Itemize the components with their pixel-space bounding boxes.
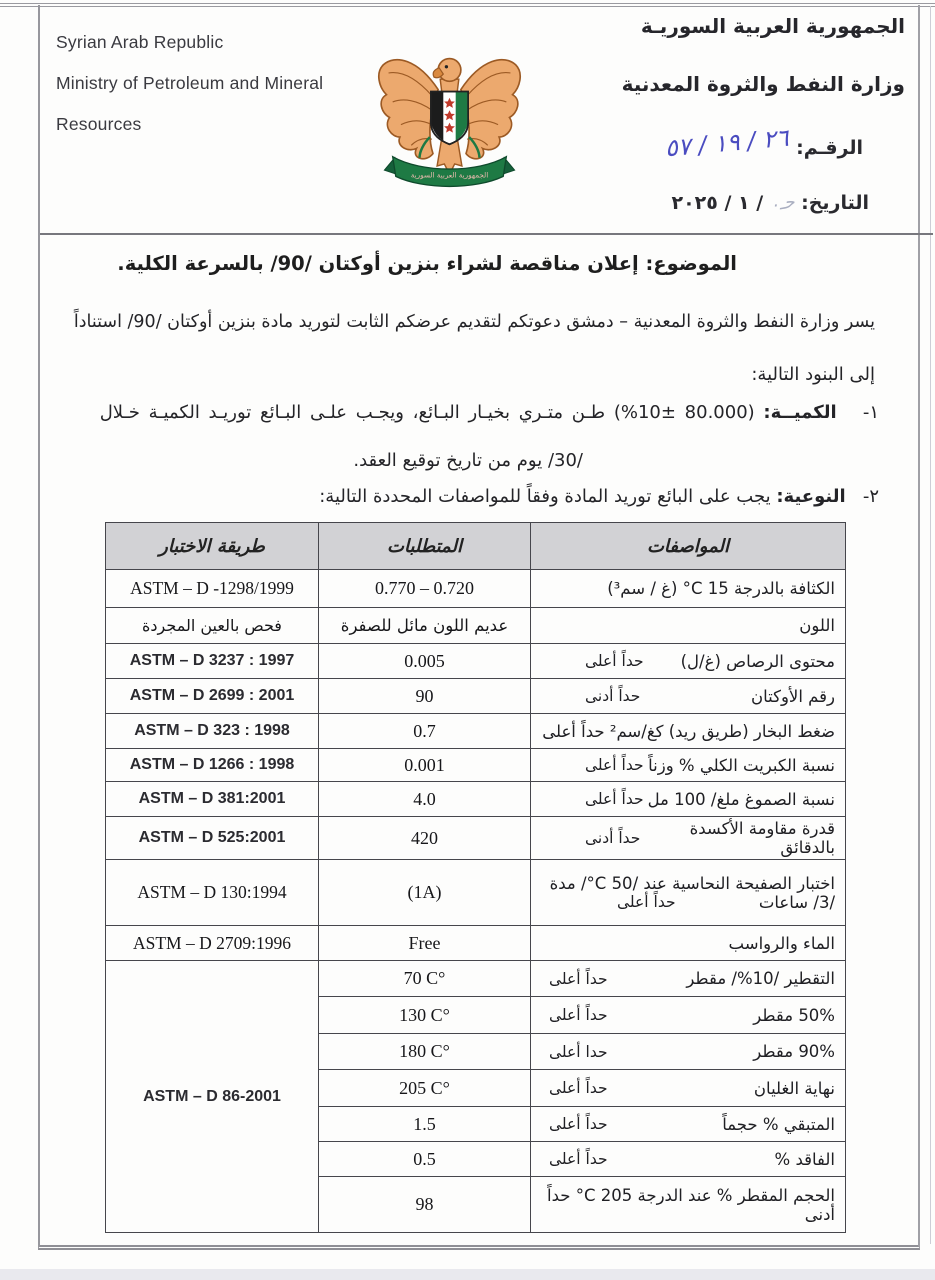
english-line-1: Syrian Arab Republic [56, 32, 224, 52]
spec-cell [531, 926, 846, 961]
limit-label: حداً أعلى [549, 969, 608, 988]
spec-name: نسبة الصموغ ملغ/ 100 مل [647, 789, 835, 809]
limit-label: حداً أعلى [549, 1079, 608, 1097]
item-1-line-2: /30/ يوم من تاريخ توقيع العقد. [353, 450, 583, 471]
scan-bottom-strip [0, 1269, 935, 1280]
item-2-label: النوعية: [776, 486, 846, 507]
header-divider-line [40, 233, 933, 235]
requirement-cell: 205 C° [319, 1070, 531, 1107]
table-row [106, 782, 846, 817]
requirement-cell: 4.0 [319, 782, 531, 817]
spec-name: الحجم المقطر % عند الدرجة 205 C° حداً أدنى [547, 1185, 835, 1224]
test-method-cell: فحص بالعين المجردة [106, 608, 319, 644]
arabic-republic-title: الجمهورية العربية السوريـة [640, 14, 905, 38]
date-label: التاريخ: [801, 192, 869, 214]
spec-cell [531, 679, 846, 714]
arabic-ministry-title: وزارة النفط والثروة المعدنية [621, 72, 905, 96]
scroll-text: الجمهورية العربية السورية [410, 170, 489, 180]
requirement-cell: عديم اللون مائل للصفرة [319, 608, 531, 644]
limit-label: حداً أدنى [585, 829, 641, 847]
limit-label: حداً أعلى [617, 893, 676, 911]
requirement-cell: 420 [319, 817, 531, 860]
spec-name: المتبقي % حجماً [722, 1114, 835, 1134]
intro-line-1: يسر وزارة النفط والثروة المعدنية – دمشق دعوتكم لتقديم عرضكم الثابت لتوريد مادة بنزين أوكتان /90/ استناداً [73, 312, 875, 332]
table-row [106, 608, 846, 644]
limit-label: حداً أعلى [585, 790, 644, 808]
table-row [106, 644, 846, 679]
spec-name: الكثافة بالدرجة 15 C° (غ / سم³) [607, 579, 835, 598]
spec-cell [531, 1034, 846, 1070]
date-day-handwritten: حـ٠ [768, 192, 797, 216]
spec-cell [531, 1142, 846, 1177]
spec-cell [531, 1177, 846, 1233]
requirement-cell: 0.5 [319, 1142, 531, 1177]
requirement-cell: 1.5 [319, 1107, 531, 1142]
eagle-eye [445, 65, 448, 68]
scan-edge-line [930, 6, 931, 1244]
requirement-cell: 0.7 [319, 714, 531, 749]
requirement-cell: 130 C° [319, 997, 531, 1034]
english-header-block [56, 22, 323, 145]
requirement-cell: 90 [319, 679, 531, 714]
specifications-table [105, 522, 846, 1233]
spec-cell [531, 644, 846, 679]
eagle-right-wing [461, 60, 520, 159]
requirement-cell: 98 [319, 1177, 531, 1233]
eagle-tail [437, 141, 462, 170]
english-line-3: Resources [56, 114, 142, 134]
spec-name: الماء والرواسب [728, 933, 835, 953]
spec-cell [531, 1070, 846, 1107]
spec-cell [531, 714, 846, 749]
spec-cell [531, 817, 846, 860]
col-header-requirements: المتطلبات [319, 523, 531, 570]
requirement-cell: 180 C° [319, 1034, 531, 1070]
spec-name: اختبار الصفيحة النحاسية عند /50 C°/ مدة [549, 873, 835, 893]
item-2-number: ٢- [862, 486, 879, 507]
eagle-head [438, 59, 461, 82]
number-value-handwritten: ٢٦ / ١٩ / ٥٧ [664, 123, 791, 163]
test-method-cell: ASTM – D 86-2001 [106, 961, 319, 1233]
item-2-line [319, 486, 879, 507]
requirement-cell: 70 C° [319, 961, 531, 997]
spec-cell [531, 997, 846, 1034]
spec-name: ضغط البخار (طريق ريد) كغ/سم² حداً أعلى [542, 721, 835, 741]
table-row [106, 749, 846, 782]
english-line-2: Ministry of Petroleum and Mineral [56, 73, 324, 93]
table-row [106, 679, 846, 714]
chest-shield [431, 92, 468, 145]
subject-line: الموضوع: إعلان مناقصة لشراء بنزين أوكتان /90/ بالسرعة الكلية. [117, 252, 737, 275]
table-row [106, 961, 846, 997]
limit-label: حداً أعلى [549, 1115, 608, 1133]
spec-name: قدرة مقاومة الأكسدة بالدقائق [689, 819, 835, 857]
item-1-line-1 [100, 402, 879, 423]
limit-label: حداً أعلى [549, 1150, 608, 1168]
spec-name: التقطير /10%/ مقطر [686, 969, 835, 988]
requirement-cell: Free [319, 926, 531, 961]
test-method-cell: ASTM – D 525:2001 [106, 817, 319, 860]
table-row [106, 860, 846, 926]
table-row [106, 926, 846, 961]
limit-label: حداً أعلى [585, 756, 644, 774]
table-row [106, 817, 846, 860]
document-date-line [671, 192, 869, 214]
test-method-cell: ASTM – D 2709:1996 [106, 926, 319, 961]
syria-eagle-emblem [372, 42, 527, 197]
test-method-cell: ASTM – D 381:2001 [106, 782, 319, 817]
spec-cell [531, 608, 846, 644]
spec-cell [531, 570, 846, 608]
limit-label: حداً أعلى [585, 652, 644, 670]
limit-label: حداً أدنى [585, 687, 641, 705]
test-method-cell: ASTM – D 2699 : 2001 [106, 679, 319, 714]
spec-name: نهاية الغليان [753, 1078, 835, 1098]
limit-label: حدا أعلى [549, 1042, 608, 1061]
test-method-cell: ASTM – D 3237 : 1997 [106, 644, 319, 679]
col-header-test-method: طريقة الاختبار [106, 523, 319, 570]
test-method-cell: ASTM – D 323 : 1998 [106, 714, 319, 749]
requirement-cell: 0.005 [319, 644, 531, 679]
number-label: الرقـم: [796, 137, 863, 159]
spec-name: الفاقد % [774, 1149, 835, 1169]
spec-cell [531, 860, 846, 926]
spec-name: محتوى الرصاص (غ/ل) [680, 651, 835, 671]
eagle-left-wing [379, 60, 438, 159]
spec-cell [531, 749, 846, 782]
table-row [106, 714, 846, 749]
spec-name: اللون [799, 616, 835, 635]
intro-line-2: إلى البنود التالية: [751, 364, 875, 385]
table-header-row [106, 523, 846, 570]
spec-name: 90% مقطر [753, 1042, 835, 1061]
test-method-cell: ASTM – D 1266 : 1998 [106, 749, 319, 782]
requirement-cell: (1A) [319, 860, 531, 926]
item-1-text: (80.000 ±10%) طـن متـري بخيـار البـائع، ويجـب علـى البـائع توريـد الكميـة خـلال [99, 402, 755, 423]
spec-name: نسبة الكبريت الكلي % وزناً [648, 755, 835, 775]
test-method-cell: ASTM – D 130:1994 [106, 860, 319, 926]
spec-name: رقم الأوكتان [750, 686, 835, 706]
shield-stars [444, 98, 455, 133]
spec-cell [531, 782, 846, 817]
limit-label: حداً أعلى [549, 1006, 608, 1024]
test-method-cell: ASTM – D -1298/1999 [106, 570, 319, 608]
spec-name: /3/ ساعات [758, 892, 835, 912]
date-value: / ١ / ٢٠٢٥ [671, 192, 764, 214]
requirement-cell: 0.770 – 0.720 [319, 570, 531, 608]
spec-cell [531, 1107, 846, 1142]
document-number-line [657, 123, 863, 163]
item-1-number: ١- [862, 402, 879, 423]
requirement-cell: 0.001 [319, 749, 531, 782]
item-2-text: يجب على البائع توريد المادة وفقاً للمواصفات المحددة التالية: [319, 486, 771, 507]
spec-cell [531, 961, 846, 997]
table-row [106, 570, 846, 608]
item-1-label: الكميــة: [763, 402, 837, 423]
spec-name: 50% مقطر [753, 1005, 835, 1025]
col-header-specifications: المواصفات [531, 523, 846, 570]
